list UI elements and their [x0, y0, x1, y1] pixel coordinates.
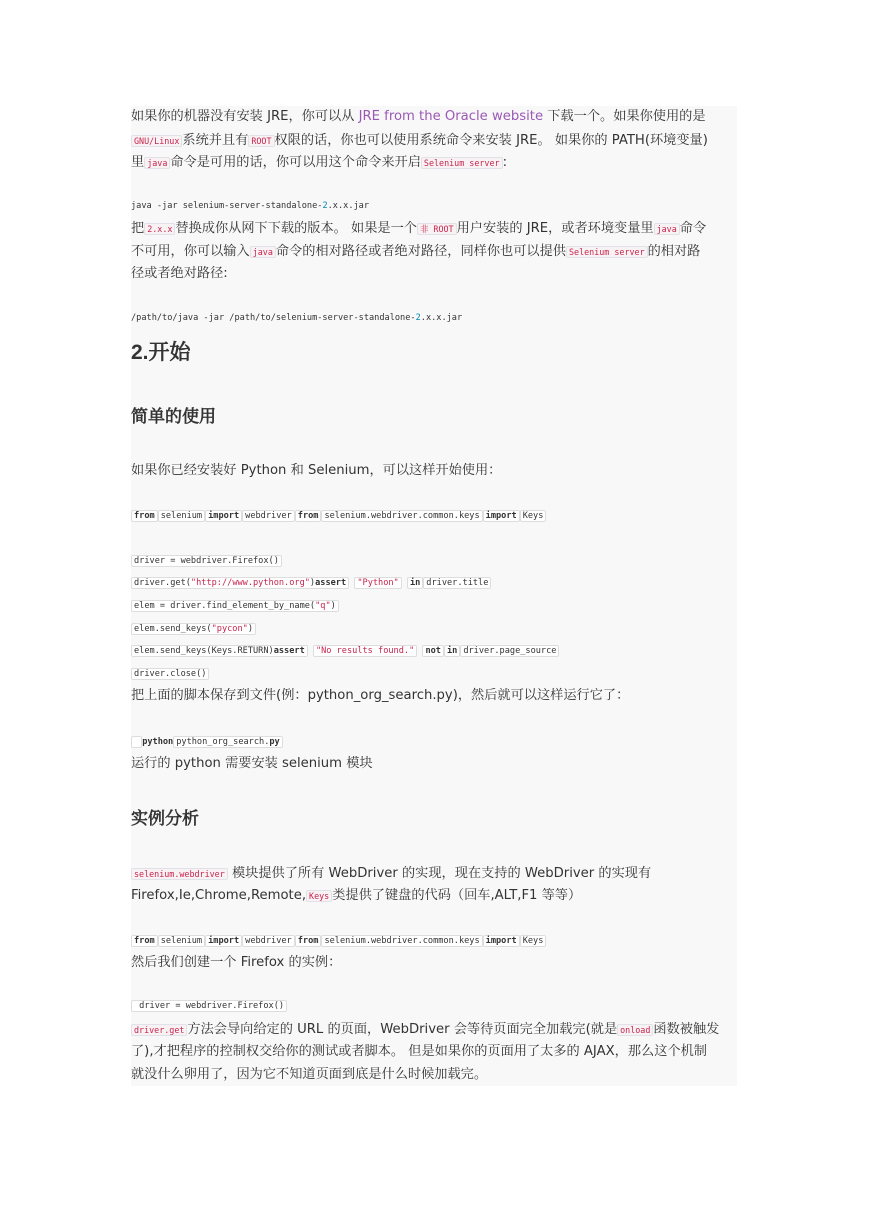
kw-import: import — [205, 510, 242, 522]
kw-python: python — [142, 737, 174, 747]
intro-text: 权限的话，你也可以使用系统命令来安装 JRE。 如果你的 PATH(环境变量) — [274, 133, 708, 148]
intro-text: 下载一个。如果你使用的是 — [543, 109, 706, 124]
code-line-driver — [131, 554, 282, 568]
heading-simple-usage: 简单的使用 — [131, 407, 216, 426]
kw-from: from — [131, 935, 158, 947]
root-code: ROOT — [248, 135, 274, 147]
code-token: selenium.webdriver.common.keys — [321, 935, 482, 947]
intro-text: 命令是可用的话，你可以用这个命令来开启 — [170, 155, 421, 170]
save-text: 把上面的脚本保存到文件(例：python_org_search.py)，然后就可以这样运行它了： — [131, 688, 630, 703]
gnu-linux-code: GNU/Linux — [131, 135, 182, 147]
code-line-return — [131, 644, 559, 658]
code-token: driver.title — [423, 577, 491, 589]
code-token: selenium — [158, 510, 205, 522]
kw-import: import — [483, 935, 520, 947]
version-code: 2.x.x — [144, 223, 175, 235]
code-text: py — [269, 737, 280, 747]
para2-line-3 — [131, 263, 737, 285]
code-text: python_org_search. — [176, 737, 270, 747]
code-string: "Python" — [354, 577, 401, 589]
onload-code: onload — [617, 1024, 653, 1036]
code-token — [131, 623, 256, 635]
heading-example-analysis: 实例分析 — [131, 809, 199, 828]
code-string: "q" — [315, 601, 331, 611]
code-text: driver.get( — [134, 578, 191, 588]
code-line-sendkeys — [131, 622, 256, 636]
example-text: 类提供了键盘的代码（回车,ALT,F1 等等） — [332, 888, 582, 903]
intro-text: 如果你的机器没有安装 JRE，你可以从 — [131, 109, 359, 124]
code-line-get — [131, 576, 491, 590]
para-text: 不可用，你可以输入 — [131, 244, 250, 259]
code-token — [131, 600, 339, 612]
code-string: "pycon" — [211, 624, 248, 634]
jre-oracle-link[interactable]: JRE from the Oracle website — [358, 109, 544, 124]
code-text: ) — [330, 601, 336, 611]
driver-get-code: driver.get — [131, 1024, 187, 1036]
code-text: elem.send_keys(Keys.RETURN) — [134, 646, 274, 656]
java-command-1 — [131, 199, 369, 213]
example-line-1 — [131, 863, 737, 885]
intro-text: 里 — [131, 155, 145, 170]
intro-text: : — [502, 155, 508, 170]
para-text: 的相对路 — [647, 244, 701, 259]
intro-line-2 — [131, 130, 737, 152]
code-text: elem = driver.find_element_by_name( — [134, 601, 316, 611]
kw-in: in — [407, 577, 423, 589]
code-token: webdriver — [242, 510, 295, 522]
intro-text: 系统并且有 — [182, 133, 249, 148]
code-text: ) — [247, 624, 254, 634]
code-line-close — [131, 667, 209, 681]
kw-import: import — [205, 935, 242, 947]
last-text: 函数被触发 — [653, 1022, 720, 1037]
cmd-text: .x.x.jar — [420, 313, 463, 323]
cmd-text: /path/to/java -jar /path/to/selenium-server-standalone- — [131, 313, 416, 323]
code-token — [131, 736, 142, 748]
java-code: java — [144, 157, 170, 169]
selenium-server-code: Selenium server — [566, 246, 648, 258]
heading-start: 2.开始 — [131, 341, 191, 364]
kw-in: in — [444, 645, 460, 657]
cmd-text: java -jar selenium-server-standalone- — [131, 201, 323, 211]
last-line-2: 了),才把程序的控制权交给你的测试或者脚本。 但是如果你的页面用了太多的 AJAX，那么这个机制 — [131, 1044, 707, 1059]
kw-from: from — [131, 510, 158, 522]
code-token: Keys — [520, 510, 547, 522]
code-token — [131, 645, 308, 657]
intro-line-1 — [131, 106, 737, 128]
example-text: Firefox,Ie,Chrome,Remote, — [131, 888, 307, 903]
cmd-number: 2 — [415, 313, 421, 323]
code-token: Keys — [520, 935, 547, 947]
code-token: selenium.webdriver.common.keys — [321, 510, 482, 522]
kw-from: from — [295, 935, 322, 947]
nonroot-code: 非 ROOT — [417, 223, 457, 235]
code-token: driver.close() — [131, 668, 209, 680]
code-import-line — [131, 509, 546, 523]
code-line-firefox — [131, 999, 287, 1013]
para2-line-1 — [131, 218, 737, 240]
kw-assert: assert — [315, 578, 347, 588]
code-import-line-2 — [131, 934, 546, 948]
para-text: 把 — [131, 221, 145, 236]
run-command — [131, 735, 283, 749]
last-line-3: 就没什么卵用了，因为它不知道页面到底是什么时候加载完。 — [131, 1067, 488, 1082]
code-text: elem.send_keys( — [134, 624, 212, 634]
kw-import: import — [483, 510, 520, 522]
simple-intro: 如果你已经安装好 Python 和 Selenium，可以这样开始使用： — [131, 463, 502, 478]
code-string: "No results found." — [313, 645, 417, 657]
last-line-1 — [131, 1019, 737, 1041]
example-text: 模块提供了所有 WebDriver 的实现，现在支持的 WebDriver 的实现有 — [227, 866, 652, 881]
para-text: 径或者绝对路径: — [131, 266, 228, 281]
example-line-2 — [131, 885, 737, 907]
para-text: 命令的相对路径或者绝对路径，同样你也可以提供 — [275, 244, 566, 259]
java-code: java — [654, 223, 680, 235]
code-token — [131, 577, 349, 589]
code-line-find — [131, 599, 339, 613]
create-text: 然后我们创建一个 Firefox 的实例： — [131, 955, 342, 970]
para-text: 命令 — [679, 221, 707, 236]
cmd-text: .x.x.jar — [327, 201, 370, 211]
keys-code: Keys — [306, 890, 332, 902]
kw-not: not — [422, 645, 444, 657]
code-token: driver.page_source — [460, 645, 559, 657]
para-text: 替换成你从网下下载的版本。 如果是一个 — [175, 221, 417, 236]
selenium-webdriver-code: selenium.webdriver — [131, 868, 228, 880]
last-text: 方法会导向给定的 URL 的页面，WebDriver 会等待页面完全加载完(就是 — [187, 1022, 618, 1037]
code-token: selenium — [158, 935, 205, 947]
selenium-server-code: Selenium server — [421, 157, 503, 169]
para2-line-2 — [131, 241, 737, 263]
code-text: ) — [309, 578, 316, 588]
run-note: 运行的 python 需要安装 selenium 模块 — [131, 756, 373, 771]
document-page — [131, 106, 737, 1086]
kw-assert: assert — [273, 646, 305, 656]
code-string: "http://www.python.org" — [190, 578, 310, 588]
code-token: driver = webdriver.Firefox() — [131, 555, 282, 567]
code-token: driver = webdriver.Firefox() — [131, 1000, 287, 1012]
kw-from: from — [295, 510, 322, 522]
intro-line-3 — [131, 152, 737, 174]
java-code: java — [250, 246, 276, 258]
code-token — [173, 736, 283, 748]
java-command-2 — [131, 311, 462, 325]
code-token: webdriver — [242, 935, 295, 947]
cmd-number: 2 — [322, 201, 328, 211]
para-text: 用户安装的 JRE，或者环境变量里 — [456, 221, 654, 236]
